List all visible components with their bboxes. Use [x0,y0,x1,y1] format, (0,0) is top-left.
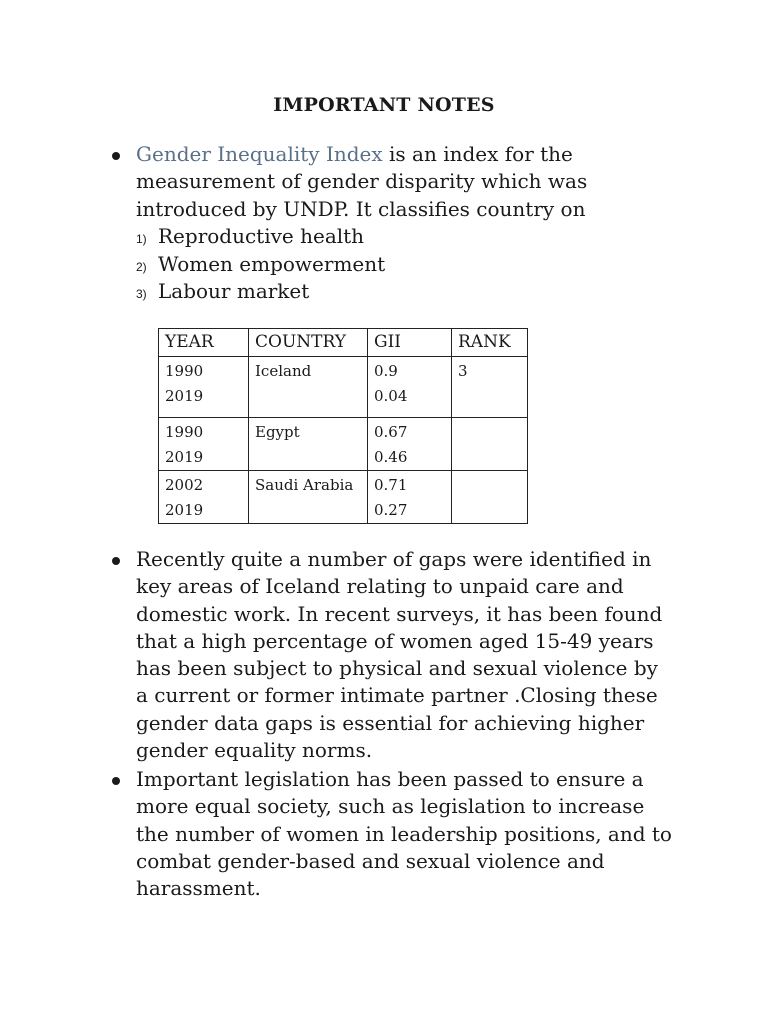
gii-value: 0.67 [374,423,408,441]
list-label: Labour market [158,279,310,303]
bullet-dot [112,557,120,565]
gii-value: 0.71 [374,476,408,494]
bullet-dot [112,777,120,785]
cell-gii [368,471,452,524]
table-row [159,418,528,471]
page-title: IMPORTANT NOTES [273,94,495,116]
cell-rank [452,418,528,471]
list-label: Women empowerment [158,251,386,276]
cell-rank: 3 [452,357,528,418]
header-gii: GII [368,329,452,357]
cell-country: Saudi Arabia [249,471,368,524]
bullet-text: Recently quite a number of gaps were identified in key areas of Iceland relating to unpaid care and domestic work. In recent surveys, it has been found that a high percentage of women aged 15-49 years has been subject to physical and sexual violence by a current or former intimate partner .Closing these gender data gaps is essential for achieving higher gender equality norms. [136,547,663,763]
cell-year [159,418,249,471]
gii-value: 0.9 [374,362,398,380]
list-item [136,223,385,251]
header-year: YEAR [159,329,249,357]
bullet-dot [112,152,120,160]
year-value: 2019 [165,501,204,519]
bullet-legislation [112,766,672,902]
cell-rank [452,471,528,524]
gii-term: Gender Inequality Index [136,142,383,166]
bullet-text [136,141,672,223]
cell-gii [368,418,452,471]
list-number: 3) [136,287,147,301]
cell-gii [368,357,452,418]
year-value: 2019 [165,387,204,405]
bullet-iceland-gaps [112,546,672,764]
list-number: 1) [136,232,147,246]
year-value: 2002 [165,476,204,494]
cell-year [159,357,249,418]
gii-value: 0.04 [374,387,408,405]
table-row [159,471,528,524]
list-number: 2) [136,259,147,274]
table-row [159,357,528,418]
list-item [136,251,385,279]
numbered-list [136,223,385,306]
header-rank: RANK [452,329,528,357]
gii-value: 0.46 [374,448,408,466]
year-value: 2019 [165,448,204,466]
cell-country: Egypt [249,418,368,471]
gii-description: is an index for the measurement of gender disparity which was introduced by UNDP. It classifies country on [136,142,588,221]
header-country: COUNTRY [249,329,368,357]
gii-table [158,328,528,524]
table-header-row [159,329,528,357]
bullet-text: Important legislation has been passed to ensure a more equal society, such as legislation to increase the number of women in leadership positions, and to combat gender-based and sexual violence and harassment. [136,767,672,901]
cell-year [159,471,249,524]
list-item [136,278,385,306]
cell-country: Iceland [249,357,368,418]
year-value: 1990 [165,423,204,441]
gii-value: 0.27 [374,501,408,519]
year-value: 1990 [165,362,204,380]
bullet-gii-definition [112,141,672,223]
list-label: Reproductive health [158,224,365,248]
